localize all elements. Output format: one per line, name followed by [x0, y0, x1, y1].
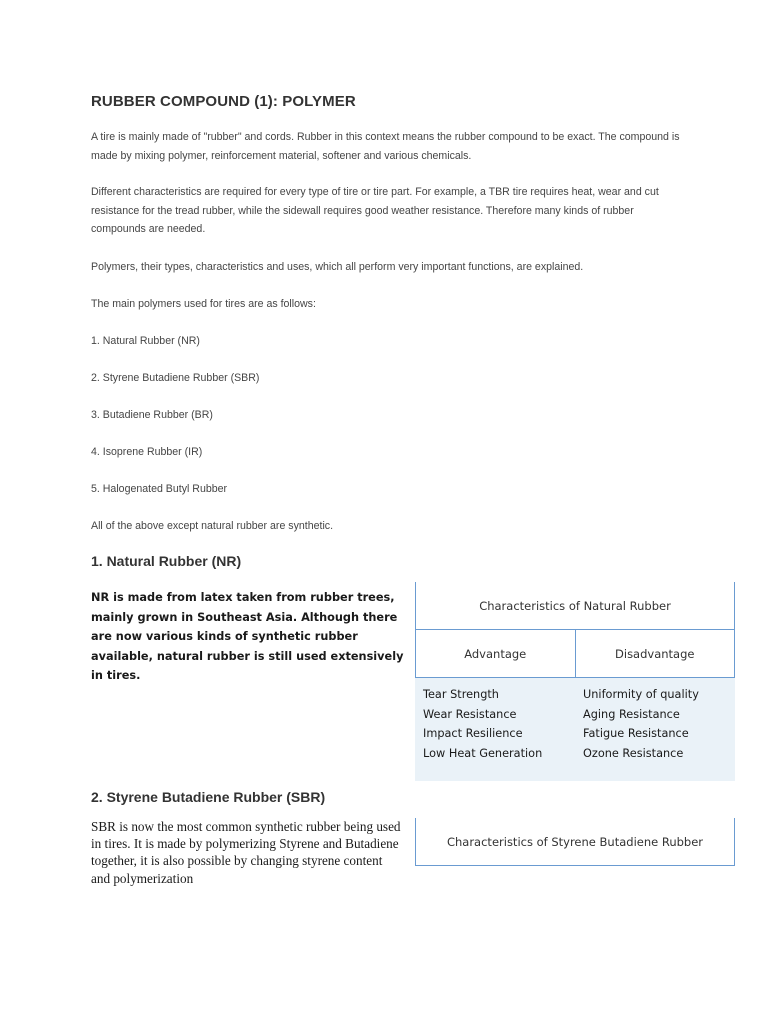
sbr-characteristics-table — [415, 818, 735, 866]
sbr-table-title: Characteristics of Styrene Butadiene Rubber — [415, 818, 735, 866]
page-title: RUBBER COMPOUND (1): POLYMER — [91, 93, 356, 110]
advantage-item: Impact Resilience — [423, 727, 523, 740]
disadvantage-item: Fatigue Resistance — [583, 727, 689, 740]
disadvantage-item: Ozone Resistance — [583, 746, 684, 760]
synthetic-note: All of the above except natural rubber are synthetic. — [91, 520, 334, 532]
intro-paragraph-4: The main polymers used for tires are as follows: — [91, 298, 316, 310]
intro-paragraph-1: A tire is mainly made of "rubber" and cords. Rubber in this context means the rubber compound to be exact. The compound is made by mixing polymer, reinforcement material, softener and various chemicals. — [91, 131, 680, 162]
nr-table-title: Characteristics of Natural Rubber — [415, 582, 735, 630]
advantage-item: Tear Strength — [423, 688, 499, 701]
nr-table-header — [415, 630, 735, 678]
intro-paragraph-3: Polymers, their types, characteristics and uses, which all perform very important functions, are explained. — [91, 261, 584, 273]
nr-description: NR is made from latex taken from rubber trees, mainly grown in Southeast Asia. Although there are now various kinds of synthetic rubber available, natural rubber is still used extensively in tires. — [91, 591, 404, 682]
advantage-header: Advantage — [415, 630, 576, 677]
disadvantage-column — [575, 685, 735, 781]
polymer-list-item: 5. Halogenated Butyl Rubber — [91, 483, 228, 495]
nr-characteristics-table — [415, 582, 735, 781]
disadvantage-header: Disadvantage — [576, 630, 736, 677]
polymer-list-item: 3. Butadiene Rubber (BR) — [91, 409, 213, 421]
advantage-item: Wear Resistance — [423, 707, 517, 721]
section-heading-nr: 1. Natural Rubber (NR) — [91, 553, 242, 569]
polymer-list-item: 1. Natural Rubber (NR) — [91, 335, 200, 347]
intro-paragraph-2: Different characteristics are required for every type of tire or tire part. For example, a TBR tire requires heat, wear and cut resistance for the tread rubber, while the sidewall requires good weather resistance. Therefore many kinds of rubber compounds are needed. — [91, 186, 659, 235]
section-heading-sbr: 2. Styrene Butadiene Rubber (SBR) — [91, 789, 326, 805]
advantage-item: Low Heat Generation — [423, 746, 543, 760]
disadvantage-item: Uniformity of quality — [583, 688, 699, 701]
advantage-column — [415, 685, 575, 781]
disadvantage-item: Aging Resistance — [583, 707, 680, 721]
nr-table-body — [415, 678, 735, 781]
polymer-list-item: 4. Isoprene Rubber (IR) — [91, 446, 203, 458]
polymer-list-item: 2. Styrene Butadiene Rubber (SBR) — [91, 372, 260, 384]
sbr-description: SBR is now the most common synthetic rubber being used in tires. It is made by polymerizing Styrene and Butadiene together, it is also possible by changing styrene content and polymerization — [91, 819, 401, 886]
